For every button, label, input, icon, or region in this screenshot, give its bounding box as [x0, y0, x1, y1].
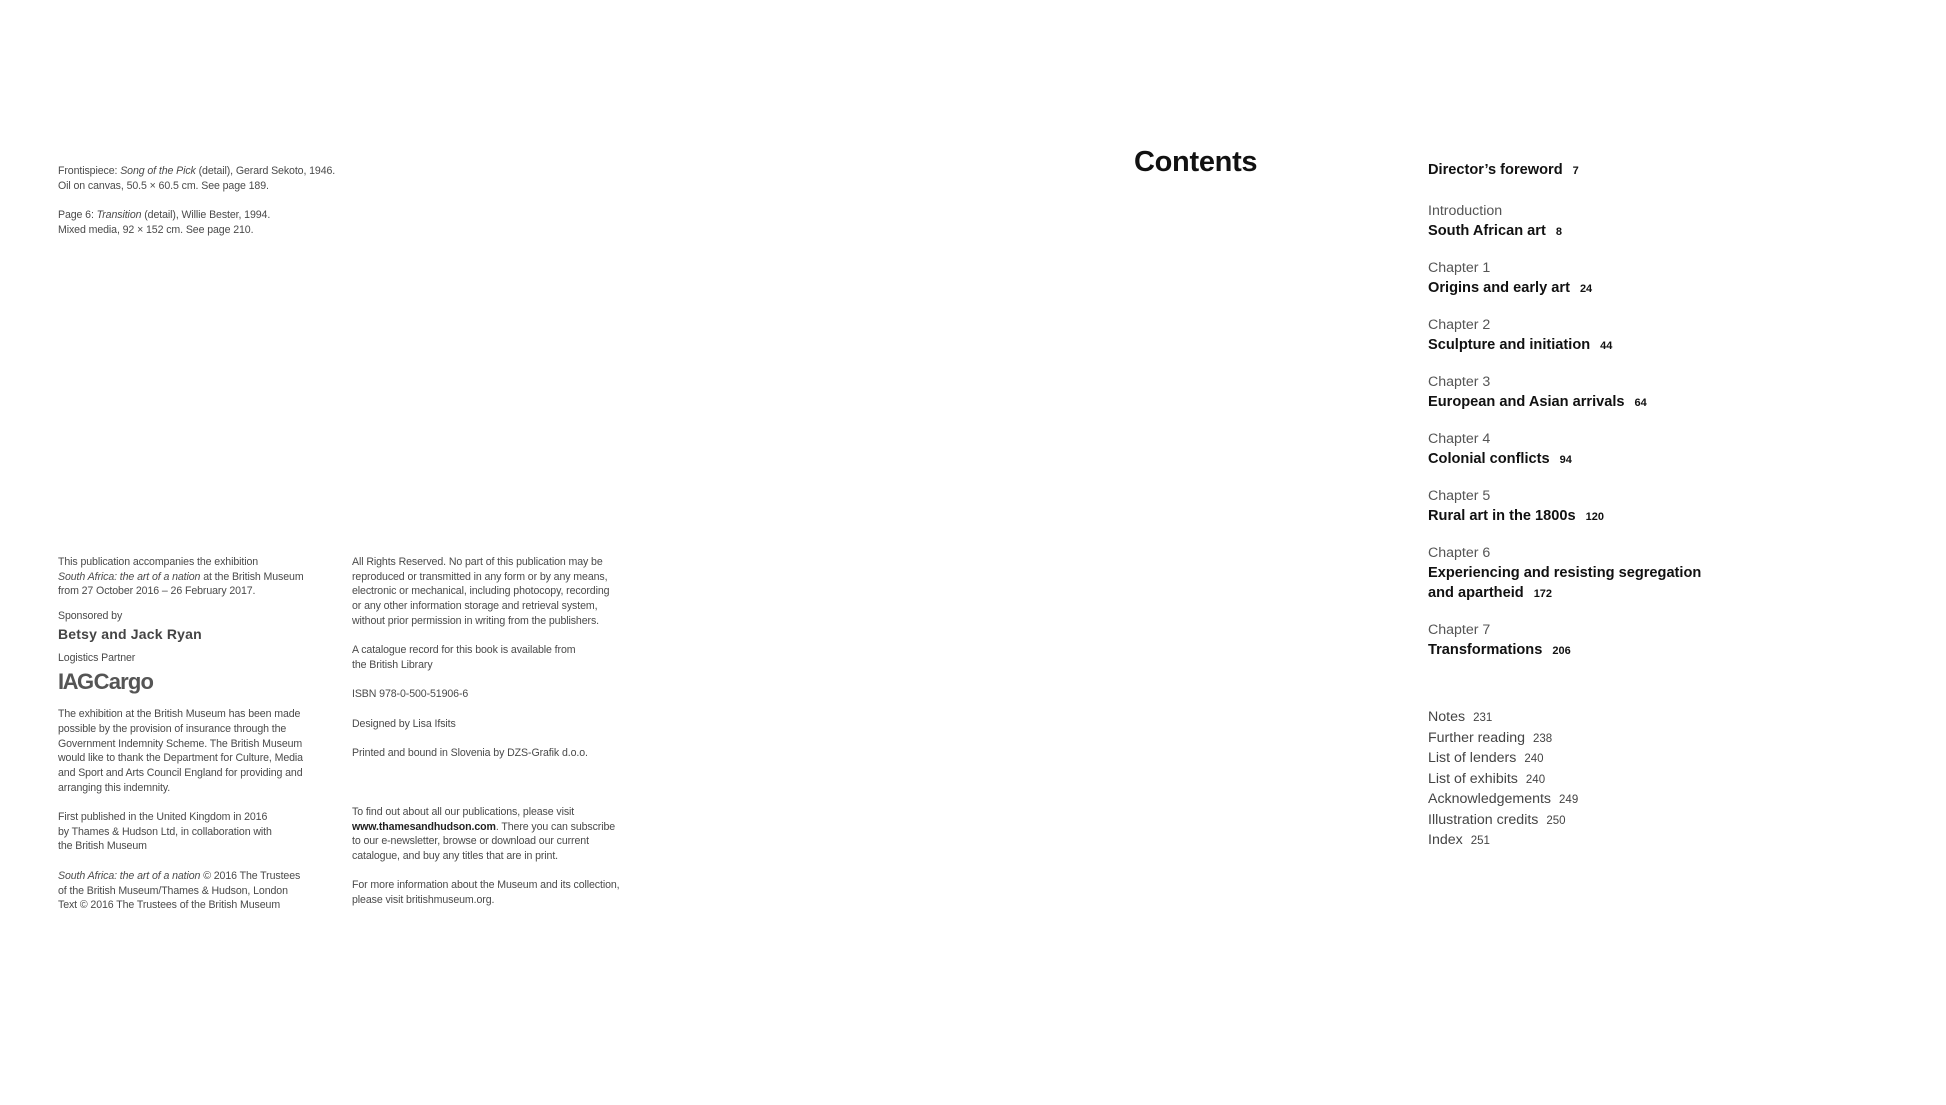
back-matter-title: Index — [1428, 832, 1463, 848]
logo-iag: IAG — [58, 669, 93, 695]
toc-entry-title — [1428, 449, 1848, 470]
back-matter-title: Acknowledgements — [1428, 791, 1552, 807]
toc-title-text: European and Asian arrivals — [1428, 394, 1625, 410]
toc-entry-directors-foreword[interactable] — [1428, 160, 1848, 181]
page6-credit — [58, 208, 388, 223]
exhibition-dates: from 27 October 2016 – 26 February 2017. — [58, 585, 256, 598]
toc-title-text: Experiencing and resisting segregation — [1428, 565, 1702, 581]
back-matter-list — [1428, 708, 1578, 852]
rights-line: or any other information storage and retrieval system, — [352, 600, 598, 613]
publications-text: . There you can subscribe — [495, 820, 616, 833]
logo-cargo: Cargo — [93, 669, 154, 695]
toc-title-text: South African art — [1428, 223, 1546, 239]
sponsor-name: Betsy and Jack Ryan — [58, 626, 202, 643]
toc-page-number: 24 — [1579, 283, 1593, 295]
toc-entry-title — [1428, 583, 1848, 604]
exhibition-note — [58, 555, 318, 599]
logistics-partner-label: Logistics Partner — [58, 652, 136, 665]
catalogue-line: the British Library — [352, 658, 433, 671]
iag-cargo-logo — [58, 669, 318, 695]
back-matter-page: 250 — [1546, 814, 1566, 827]
image-credits — [58, 164, 388, 238]
copyright-line: Text © 2016 The Trustees of the British Museum — [58, 899, 281, 912]
indemnity-line: Government Indemnity Scheme. The British Museum — [58, 737, 303, 750]
toc-entry-title — [1428, 160, 1848, 181]
designer-credit: Designed by Lisa Ifsits — [352, 717, 456, 730]
toc-section-label: Chapter 7 — [1428, 622, 1491, 638]
toc-section-label: Introduction — [1428, 203, 1503, 219]
printer-credit: Printed and bound in Slovenia by DZS-Grafik d.o.o. — [352, 747, 588, 760]
frontispiece-credit — [58, 164, 388, 179]
first-published-note — [58, 810, 318, 854]
toc-entry-chapter-2[interactable] — [1428, 316, 1848, 356]
back-matter-title: Notes — [1428, 709, 1466, 725]
rights-line: without prior permission in writing from the publishers. — [352, 614, 599, 627]
copyright-line — [58, 869, 318, 884]
back-matter-notes[interactable] — [1428, 708, 1578, 729]
back-matter-title: Further reading — [1428, 729, 1525, 746]
copyright-note — [58, 869, 318, 913]
toc-title-text: Sculpture and initiation — [1428, 337, 1591, 353]
museum-info-line: please visit britishmuseum.org. — [352, 894, 495, 907]
toc-page-number: 120 — [1585, 511, 1604, 523]
publications-line: To find out about all our publications, please visit — [352, 805, 575, 818]
exhibition-line — [58, 570, 318, 585]
rights-line: All Rights Reserved. No part of this publication may be — [352, 556, 603, 568]
toc-section-label: Chapter 1 — [1428, 260, 1491, 276]
indemnity-line: possible by the provision of insurance through the — [58, 722, 287, 735]
back-matter-page: 251 — [1470, 835, 1490, 847]
publications-note — [352, 805, 652, 864]
indemnity-line: The exhibition at the British Museum has been made — [58, 708, 301, 721]
copyright-line: of the British Museum/Thames & Hudson, London — [58, 884, 288, 897]
toc-section-label: Chapter 6 — [1428, 545, 1491, 561]
back-matter-illustration-credits[interactable] — [1428, 811, 1578, 832]
toc-entry-title — [1428, 640, 1848, 661]
first-published-line: First published in the United Kingdom in 2016 — [58, 811, 268, 824]
indemnity-line: would like to thank the Department for Culture, Media — [58, 752, 303, 765]
back-matter-page: 238 — [1533, 732, 1553, 745]
toc-title-text: Origins and early art — [1428, 280, 1570, 296]
back-matter-title: List of exhibits — [1428, 770, 1518, 787]
toc-title-text: Rural art in the 1800s — [1428, 508, 1576, 524]
back-matter-page: 231 — [1473, 712, 1493, 724]
back-matter-page: 240 — [1524, 753, 1544, 765]
contents-heading: Contents — [1134, 146, 1258, 178]
toc-entry-introduction[interactable] — [1428, 202, 1848, 242]
page6-medium: Mixed media, 92 × 152 cm. See page 210. — [58, 223, 254, 236]
toc-entry-title — [1428, 335, 1848, 356]
indemnity-line: arranging this indemnity. — [58, 781, 171, 794]
museum-info-note — [352, 878, 652, 907]
imprint-column-right — [352, 555, 652, 908]
page6-suffix: (detail), Willie Bester, 1994. — [141, 209, 271, 222]
museum-info-line: For more information about the Museum and its collection, — [352, 879, 620, 892]
back-matter-acknowledgements[interactable] — [1428, 790, 1578, 811]
publisher-website-link[interactable]: www.thamesandhudson.com — [352, 820, 496, 833]
toc-entry-chapter-6[interactable] — [1428, 544, 1848, 604]
rights-line: electronic or mechanical, including photocopy, recording — [352, 585, 610, 598]
table-of-contents — [1428, 160, 1848, 678]
page6-title: Transition — [96, 209, 142, 222]
first-published-line: by Thames & Hudson Ltd, in collaboration with — [58, 825, 272, 838]
toc-entry-chapter-3[interactable] — [1428, 373, 1848, 413]
back-matter-further-reading[interactable] — [1428, 729, 1578, 750]
back-matter-title: Illustration credits — [1428, 811, 1539, 828]
toc-section-label: Chapter 4 — [1428, 431, 1491, 447]
back-matter-index[interactable] — [1428, 831, 1578, 852]
toc-section-label: Chapter 3 — [1428, 374, 1491, 390]
toc-title-text: Transformations — [1428, 642, 1543, 658]
toc-entry-title — [1428, 221, 1848, 242]
toc-page-number: 44 — [1600, 340, 1613, 352]
imprint-column-left — [58, 555, 318, 913]
back-matter-page: 240 — [1525, 773, 1546, 786]
publications-line: catalogue, and buy any titles that are in print. — [352, 849, 559, 862]
frontispiece-medium: Oil on canvas, 50.5 × 60.5 cm. See page 189. — [58, 179, 269, 192]
toc-section-label: Chapter 5 — [1428, 488, 1491, 504]
toc-entry-chapter-4[interactable] — [1428, 430, 1848, 470]
sponsored-by-label: Sponsored by — [58, 610, 123, 623]
indemnity-line: and Sport and Arts Council England for providing and — [58, 766, 303, 779]
first-published-line: the British Museum — [58, 840, 147, 853]
toc-title-text: Director’s foreword — [1428, 162, 1563, 178]
back-matter-title: List of lenders — [1428, 750, 1517, 766]
toc-entry-title — [1428, 278, 1848, 299]
isbn: ISBN 978-0-500-51906-6 — [352, 688, 469, 701]
toc-page-number: 206 — [1552, 645, 1571, 657]
toc-page-number: 7 — [1572, 165, 1579, 177]
catalogue-note — [352, 643, 652, 672]
toc-page-number: 64 — [1634, 397, 1647, 409]
toc-entry-chapter-7[interactable] — [1428, 621, 1848, 661]
toc-entry-title — [1428, 392, 1848, 413]
toc-entry-chapter-1[interactable] — [1428, 259, 1848, 299]
frontispiece-suffix: (detail), Gerard Sekoto, 1946. — [195, 165, 336, 177]
toc-entry-chapter-5[interactable] — [1428, 487, 1848, 527]
back-matter-page: 249 — [1559, 794, 1579, 806]
exhibition-venue: at the British Museum — [200, 570, 304, 583]
toc-title-text: Colonial conflicts — [1428, 451, 1550, 467]
publications-line — [352, 820, 652, 835]
exhibition-line: This publication accompanies the exhibition — [58, 556, 259, 568]
toc-page-number: 94 — [1559, 454, 1572, 466]
exhibition-title: South Africa: the art of a nation — [58, 570, 201, 583]
frontispiece-title: Song of the Pick — [120, 165, 196, 177]
rights-note — [352, 555, 652, 629]
toc-title-text-line2: and apartheid — [1428, 585, 1524, 601]
frontispiece-prefix: Frontispiece: — [58, 165, 121, 177]
copyright-title: South Africa: the art of a nation — [58, 869, 201, 882]
toc-section-label: Chapter 2 — [1428, 317, 1491, 333]
indemnity-note — [58, 707, 318, 795]
catalogue-line: A catalogue record for this book is available from — [352, 644, 576, 657]
copyright-holder: © 2016 The Trustees — [200, 869, 301, 882]
toc-page-number: 8 — [1555, 226, 1562, 238]
rights-line: reproduced or transmitted in any form or by any means, — [352, 570, 608, 583]
toc-entry-title — [1428, 506, 1848, 527]
page6-prefix: Page 6: — [58, 209, 97, 222]
toc-page-number: 172 — [1533, 588, 1553, 600]
back-matter-list-of-lenders[interactable] — [1428, 749, 1578, 770]
publications-line: to our e-newsletter, browse or download our current — [352, 835, 589, 848]
back-matter-list-of-exhibits[interactable] — [1428, 770, 1578, 791]
